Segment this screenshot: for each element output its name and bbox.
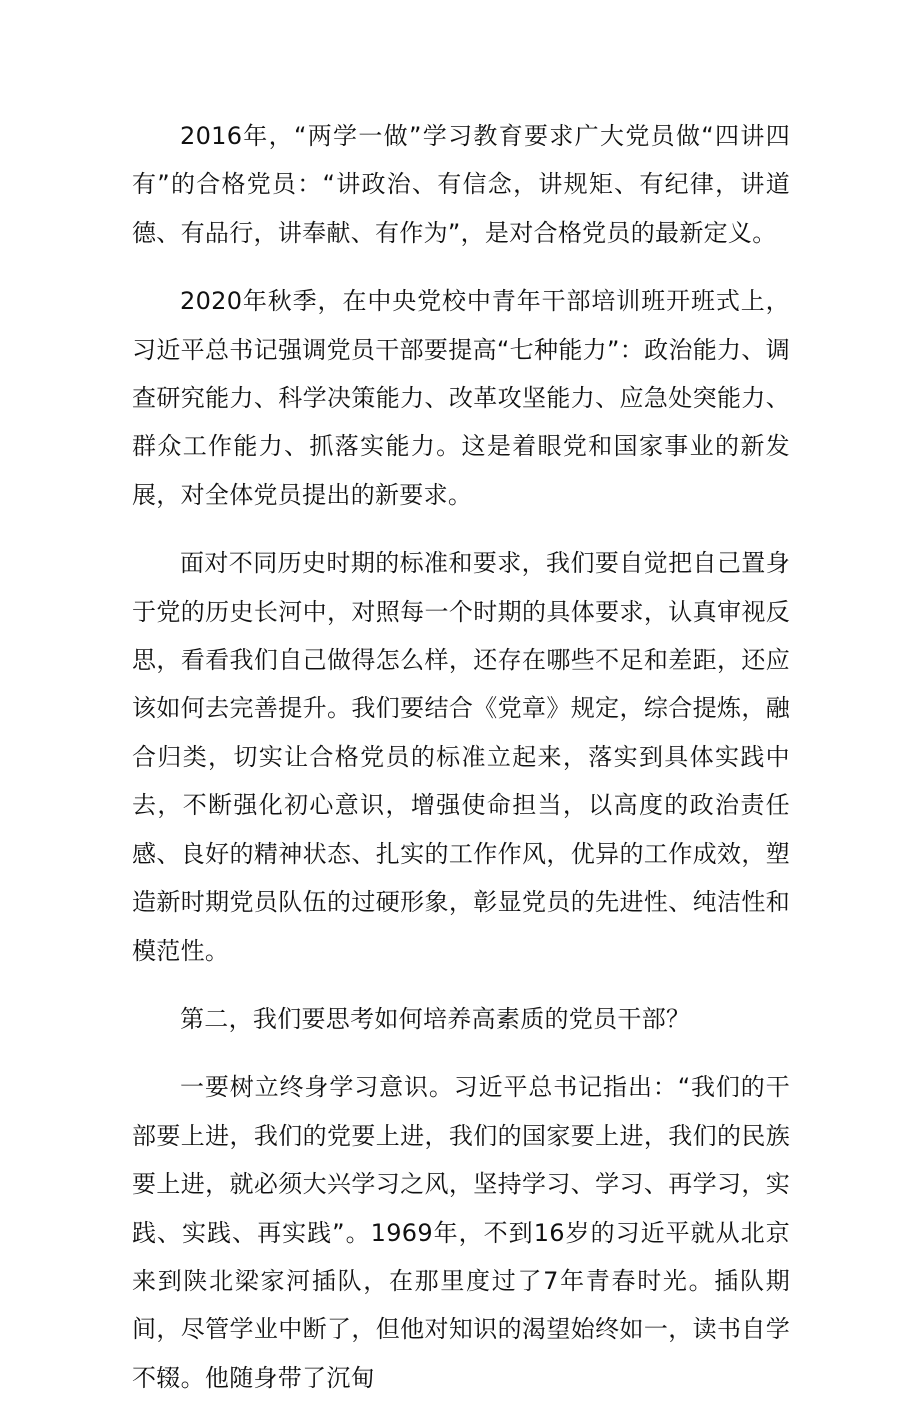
paragraph-2020-seven-abilities: 2020年秋季，在中央党校中青年干部培训班开班式上，习近平总书记强调党员干部要提高“七种能力”：政治能力、调查研究能力、科学决策能力、改革攻坚能力、应急处突能力、群众工作能力、抓落实能力。这是着眼党和国家事业的新发展，对全体党员提出的新要求。 — [132, 287, 790, 509]
paragraph-lifelong-learning: 一要树立终身学习意识。习近平总书记指出：“我们的干部要上进，我们的党要上进，我们的国家要上进，我们的民族要上进，就必须大兴学习之风，坚持学习、学习、再学习，实践、实践、再实践”。1969年，不到16岁的习近平就从北京来到陕北梁家河插队，在那里度过了7年青春时光。插队期间，尽管学业中断了，但他对知识的渴望始终如一，读书自学不辍。他随身带了沉甸 — [132, 1073, 790, 1392]
section-heading-second: 第二，我们要思考如何培养高素质的党员干部？ — [180, 1004, 691, 1033]
paragraph-2016-standards: 2016年，“两学一做”学习教育要求广大党员做“四讲四有”的合格党员：“讲政治、有信念，讲规矩、有纪律，讲道德、有品行，讲奉献、有作为”，是对合格党员的最新定义。 — [132, 122, 790, 247]
document-body — [132, 112, 790, 1422]
paragraph-reflection: 面对不同历史时期的标准和要求，我们要自觉把自己置身于党的历史长河中，对照每一个时期的具体要求，认真审视反思，看看我们自己做得怎么样，还存在哪些不足和差距，还应该如何去完善提升。我们要结合《党章》规定，综合提炼，融合归类，切实让合格党员的标准立起来，落实到具体实践中去，不断强化初心意识，增强使命担当，以高度的政治责任感、良好的精神状态、扎实的工作作风，优异的工作成效，塑造新时期党员队伍的过硬形象，彰显党员的先进性、纯洁性和模范性。 — [132, 549, 790, 965]
